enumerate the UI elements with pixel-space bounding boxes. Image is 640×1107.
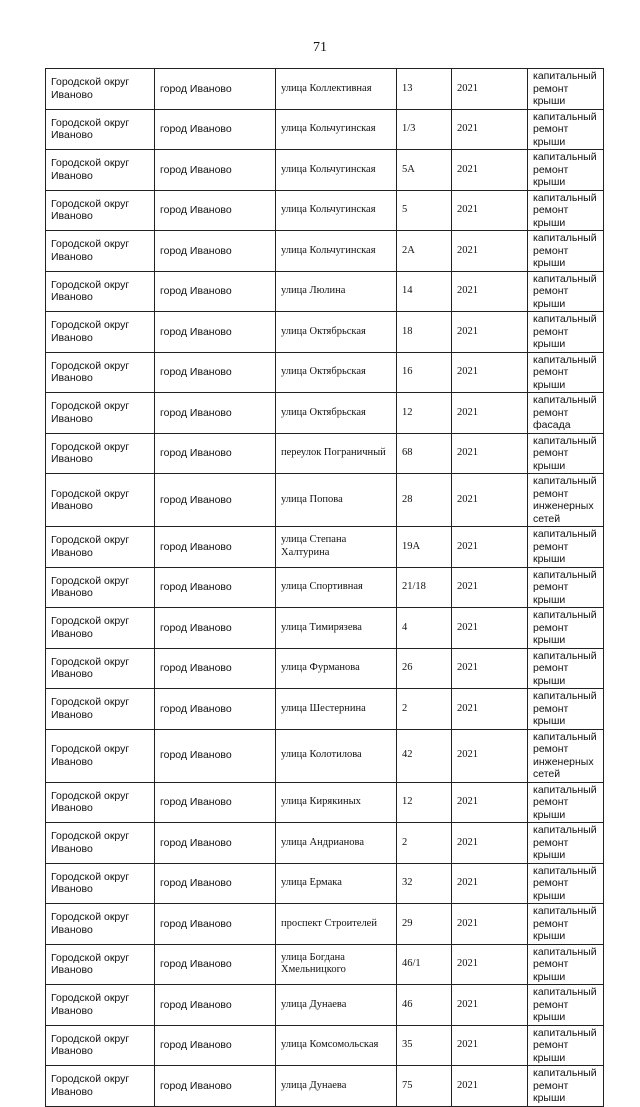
district-cell: Городской округ Иваново	[46, 944, 155, 985]
table-row	[46, 567, 604, 608]
year-cell: 2021	[452, 150, 528, 191]
house-number-cell: 12	[397, 782, 452, 823]
year-cell: 2021	[452, 474, 528, 527]
table-row	[46, 1025, 604, 1066]
street-cell: улица Спортивная	[276, 567, 397, 608]
city-cell: город Иваново	[155, 1066, 276, 1107]
district-cell: Городской округ Иваново	[46, 1066, 155, 1107]
city-cell: город Иваново	[155, 863, 276, 904]
house-number-cell: 35	[397, 1025, 452, 1066]
house-number-cell: 2	[397, 689, 452, 730]
house-number-cell: 46/1	[397, 944, 452, 985]
work-type-cell: капитальный ремонт крыши	[528, 944, 604, 985]
street-cell: переулок Пограничный	[276, 433, 397, 474]
year-cell: 2021	[452, 689, 528, 730]
work-type-cell: капитальный ремонт крыши	[528, 527, 604, 568]
table-row	[46, 1066, 604, 1107]
city-cell: город Иваново	[155, 433, 276, 474]
district-cell: Городской округ Иваново	[46, 190, 155, 231]
work-type-cell: капитальный ремонт крыши	[528, 190, 604, 231]
year-cell: 2021	[452, 69, 528, 110]
district-cell: Городской округ Иваново	[46, 567, 155, 608]
house-number-cell: 12	[397, 393, 452, 434]
district-cell: Городской округ Иваново	[46, 109, 155, 150]
work-type-cell: капитальный ремонт крыши	[528, 109, 604, 150]
table-row	[46, 393, 604, 434]
table-row	[46, 527, 604, 568]
house-number-cell: 13	[397, 69, 452, 110]
year-cell: 2021	[452, 904, 528, 945]
work-type-cell: капитальный ремонт крыши	[528, 312, 604, 353]
house-number-cell: 32	[397, 863, 452, 904]
city-cell: город Иваново	[155, 689, 276, 730]
table-row	[46, 109, 604, 150]
street-cell: улица Ермака	[276, 863, 397, 904]
house-number-cell: 14	[397, 271, 452, 312]
table-row	[46, 352, 604, 393]
work-type-cell: капитальный ремонт крыши	[528, 904, 604, 945]
city-cell: город Иваново	[155, 729, 276, 782]
street-cell: улица Андрианова	[276, 823, 397, 864]
table-row	[46, 863, 604, 904]
district-cell: Городской округ Иваново	[46, 823, 155, 864]
district-cell: Городской округ Иваново	[46, 689, 155, 730]
district-cell: Городской округ Иваново	[46, 1025, 155, 1066]
house-number-cell: 4	[397, 608, 452, 649]
house-number-cell: 21/18	[397, 567, 452, 608]
work-type-cell: капитальный ремонт крыши	[528, 433, 604, 474]
year-cell: 2021	[452, 109, 528, 150]
year-cell: 2021	[452, 1066, 528, 1107]
year-cell: 2021	[452, 567, 528, 608]
year-cell: 2021	[452, 985, 528, 1026]
table-row	[46, 689, 604, 730]
year-cell: 2021	[452, 1025, 528, 1066]
work-type-cell: капитальный ремонт крыши	[528, 1025, 604, 1066]
district-cell: Городской округ Иваново	[46, 271, 155, 312]
city-cell: город Иваново	[155, 150, 276, 191]
house-number-cell: 1/3	[397, 109, 452, 150]
house-number-cell: 2А	[397, 231, 452, 272]
street-cell: улица Люлина	[276, 271, 397, 312]
house-number-cell: 19А	[397, 527, 452, 568]
city-cell: город Иваново	[155, 1025, 276, 1066]
table-row	[46, 608, 604, 649]
district-cell: Городской округ Иваново	[46, 231, 155, 272]
city-cell: город Иваново	[155, 648, 276, 689]
work-type-cell: капитальный ремонт крыши	[528, 150, 604, 191]
street-cell: улица Попова	[276, 474, 397, 527]
house-number-cell: 5	[397, 190, 452, 231]
year-cell: 2021	[452, 823, 528, 864]
street-cell: улица Колотилова	[276, 729, 397, 782]
year-cell: 2021	[452, 271, 528, 312]
district-cell: Городской округ Иваново	[46, 393, 155, 434]
street-cell: улица Дунаева	[276, 985, 397, 1026]
page-number: 71	[313, 40, 327, 55]
work-type-cell: капитальный ремонт крыши	[528, 231, 604, 272]
year-cell: 2021	[452, 729, 528, 782]
district-cell: Городской округ Иваново	[46, 433, 155, 474]
city-cell: город Иваново	[155, 312, 276, 353]
house-number-cell: 29	[397, 904, 452, 945]
work-type-cell: капитальный ремонт крыши	[528, 648, 604, 689]
house-number-cell: 28	[397, 474, 452, 527]
work-type-cell: капитальный ремонт инженерных сетей	[528, 474, 604, 527]
table-row	[46, 231, 604, 272]
district-cell: Городской округ Иваново	[46, 527, 155, 568]
work-type-cell: капитальный ремонт крыши	[528, 863, 604, 904]
year-cell: 2021	[452, 231, 528, 272]
table-row	[46, 944, 604, 985]
work-type-cell: капитальный ремонт крыши	[528, 985, 604, 1026]
street-cell: улица Коллективная	[276, 69, 397, 110]
city-cell: город Иваново	[155, 944, 276, 985]
city-cell: город Иваново	[155, 782, 276, 823]
work-type-cell: капитальный ремонт крыши	[528, 608, 604, 649]
street-cell: улица Кольчугинская	[276, 190, 397, 231]
work-type-cell: капитальный ремонт инженерных сетей	[528, 729, 604, 782]
district-cell: Городской округ Иваново	[46, 474, 155, 527]
street-cell: улица Октябрьская	[276, 312, 397, 353]
year-cell: 2021	[452, 433, 528, 474]
street-cell: улица Степана Халтурина	[276, 527, 397, 568]
work-type-cell: капитальный ремонт крыши	[528, 782, 604, 823]
work-type-cell: капитальный ремонт крыши	[528, 823, 604, 864]
house-number-cell: 26	[397, 648, 452, 689]
street-cell: улица Кольчугинская	[276, 231, 397, 272]
work-type-cell: капитальный ремонт крыши	[528, 271, 604, 312]
district-cell: Городской округ Иваново	[46, 150, 155, 191]
table-row	[46, 150, 604, 191]
table-row	[46, 474, 604, 527]
house-number-cell: 2	[397, 823, 452, 864]
work-type-cell: капитальный ремонт крыши	[528, 689, 604, 730]
district-cell: Городской округ Иваново	[46, 312, 155, 353]
year-cell: 2021	[452, 648, 528, 689]
district-cell: Городской округ Иваново	[46, 729, 155, 782]
district-cell: Городской округ Иваново	[46, 608, 155, 649]
house-number-cell: 42	[397, 729, 452, 782]
house-number-cell: 75	[397, 1066, 452, 1107]
table-row	[46, 823, 604, 864]
year-cell: 2021	[452, 782, 528, 823]
table-row	[46, 648, 604, 689]
table-row	[46, 904, 604, 945]
house-number-cell: 46	[397, 985, 452, 1026]
work-type-cell: капитальный ремонт крыши	[528, 352, 604, 393]
street-cell: улица Богдана Хмельницкого	[276, 944, 397, 985]
street-cell: улица Октябрьская	[276, 352, 397, 393]
table-row	[46, 433, 604, 474]
capital-repair-table	[45, 68, 604, 1107]
year-cell: 2021	[452, 393, 528, 434]
house-number-cell: 68	[397, 433, 452, 474]
city-cell: город Иваново	[155, 231, 276, 272]
city-cell: город Иваново	[155, 985, 276, 1026]
street-cell: улица Фурманова	[276, 648, 397, 689]
work-type-cell: капитальный ремонт крыши	[528, 69, 604, 110]
city-cell: город Иваново	[155, 69, 276, 110]
street-cell: улица Октябрьская	[276, 393, 397, 434]
city-cell: город Иваново	[155, 393, 276, 434]
table-row	[46, 271, 604, 312]
district-cell: Городской округ Иваново	[46, 863, 155, 904]
street-cell: улица Кольчугинская	[276, 150, 397, 191]
street-cell: улица Тимирязева	[276, 608, 397, 649]
street-cell: улица Комсомольская	[276, 1025, 397, 1066]
city-cell: город Иваново	[155, 271, 276, 312]
house-number-cell: 16	[397, 352, 452, 393]
table-row	[46, 190, 604, 231]
street-cell: улица Кольчугинская	[276, 109, 397, 150]
district-cell: Городской округ Иваново	[46, 648, 155, 689]
city-cell: город Иваново	[155, 823, 276, 864]
year-cell: 2021	[452, 527, 528, 568]
year-cell: 2021	[452, 863, 528, 904]
street-cell: улица Шестернина	[276, 689, 397, 730]
year-cell: 2021	[452, 608, 528, 649]
street-cell: улица Кирякиных	[276, 782, 397, 823]
city-cell: город Иваново	[155, 352, 276, 393]
year-cell: 2021	[452, 944, 528, 985]
district-cell: Городской округ Иваново	[46, 985, 155, 1026]
work-type-cell: капитальный ремонт фасада	[528, 393, 604, 434]
city-cell: город Иваново	[155, 904, 276, 945]
table-row	[46, 69, 604, 110]
work-type-cell: капитальный ремонт крыши	[528, 567, 604, 608]
table-row	[46, 729, 604, 782]
street-cell: улица Дунаева	[276, 1066, 397, 1107]
street-cell: проспект Строителей	[276, 904, 397, 945]
table-body	[46, 69, 604, 1107]
district-cell: Городской округ Иваново	[46, 904, 155, 945]
work-type-cell: капитальный ремонт крыши	[528, 1066, 604, 1107]
city-cell: город Иваново	[155, 474, 276, 527]
city-cell: город Иваново	[155, 190, 276, 231]
city-cell: город Иваново	[155, 527, 276, 568]
year-cell: 2021	[452, 312, 528, 353]
table-row	[46, 312, 604, 353]
house-number-cell: 5А	[397, 150, 452, 191]
district-cell: Городской округ Иваново	[46, 782, 155, 823]
city-cell: город Иваново	[155, 567, 276, 608]
house-number-cell: 18	[397, 312, 452, 353]
city-cell: город Иваново	[155, 109, 276, 150]
district-cell: Городской округ Иваново	[46, 69, 155, 110]
year-cell: 2021	[452, 352, 528, 393]
year-cell: 2021	[452, 190, 528, 231]
district-cell: Городской округ Иваново	[46, 352, 155, 393]
table-row	[46, 985, 604, 1026]
table-row	[46, 782, 604, 823]
city-cell: город Иваново	[155, 608, 276, 649]
